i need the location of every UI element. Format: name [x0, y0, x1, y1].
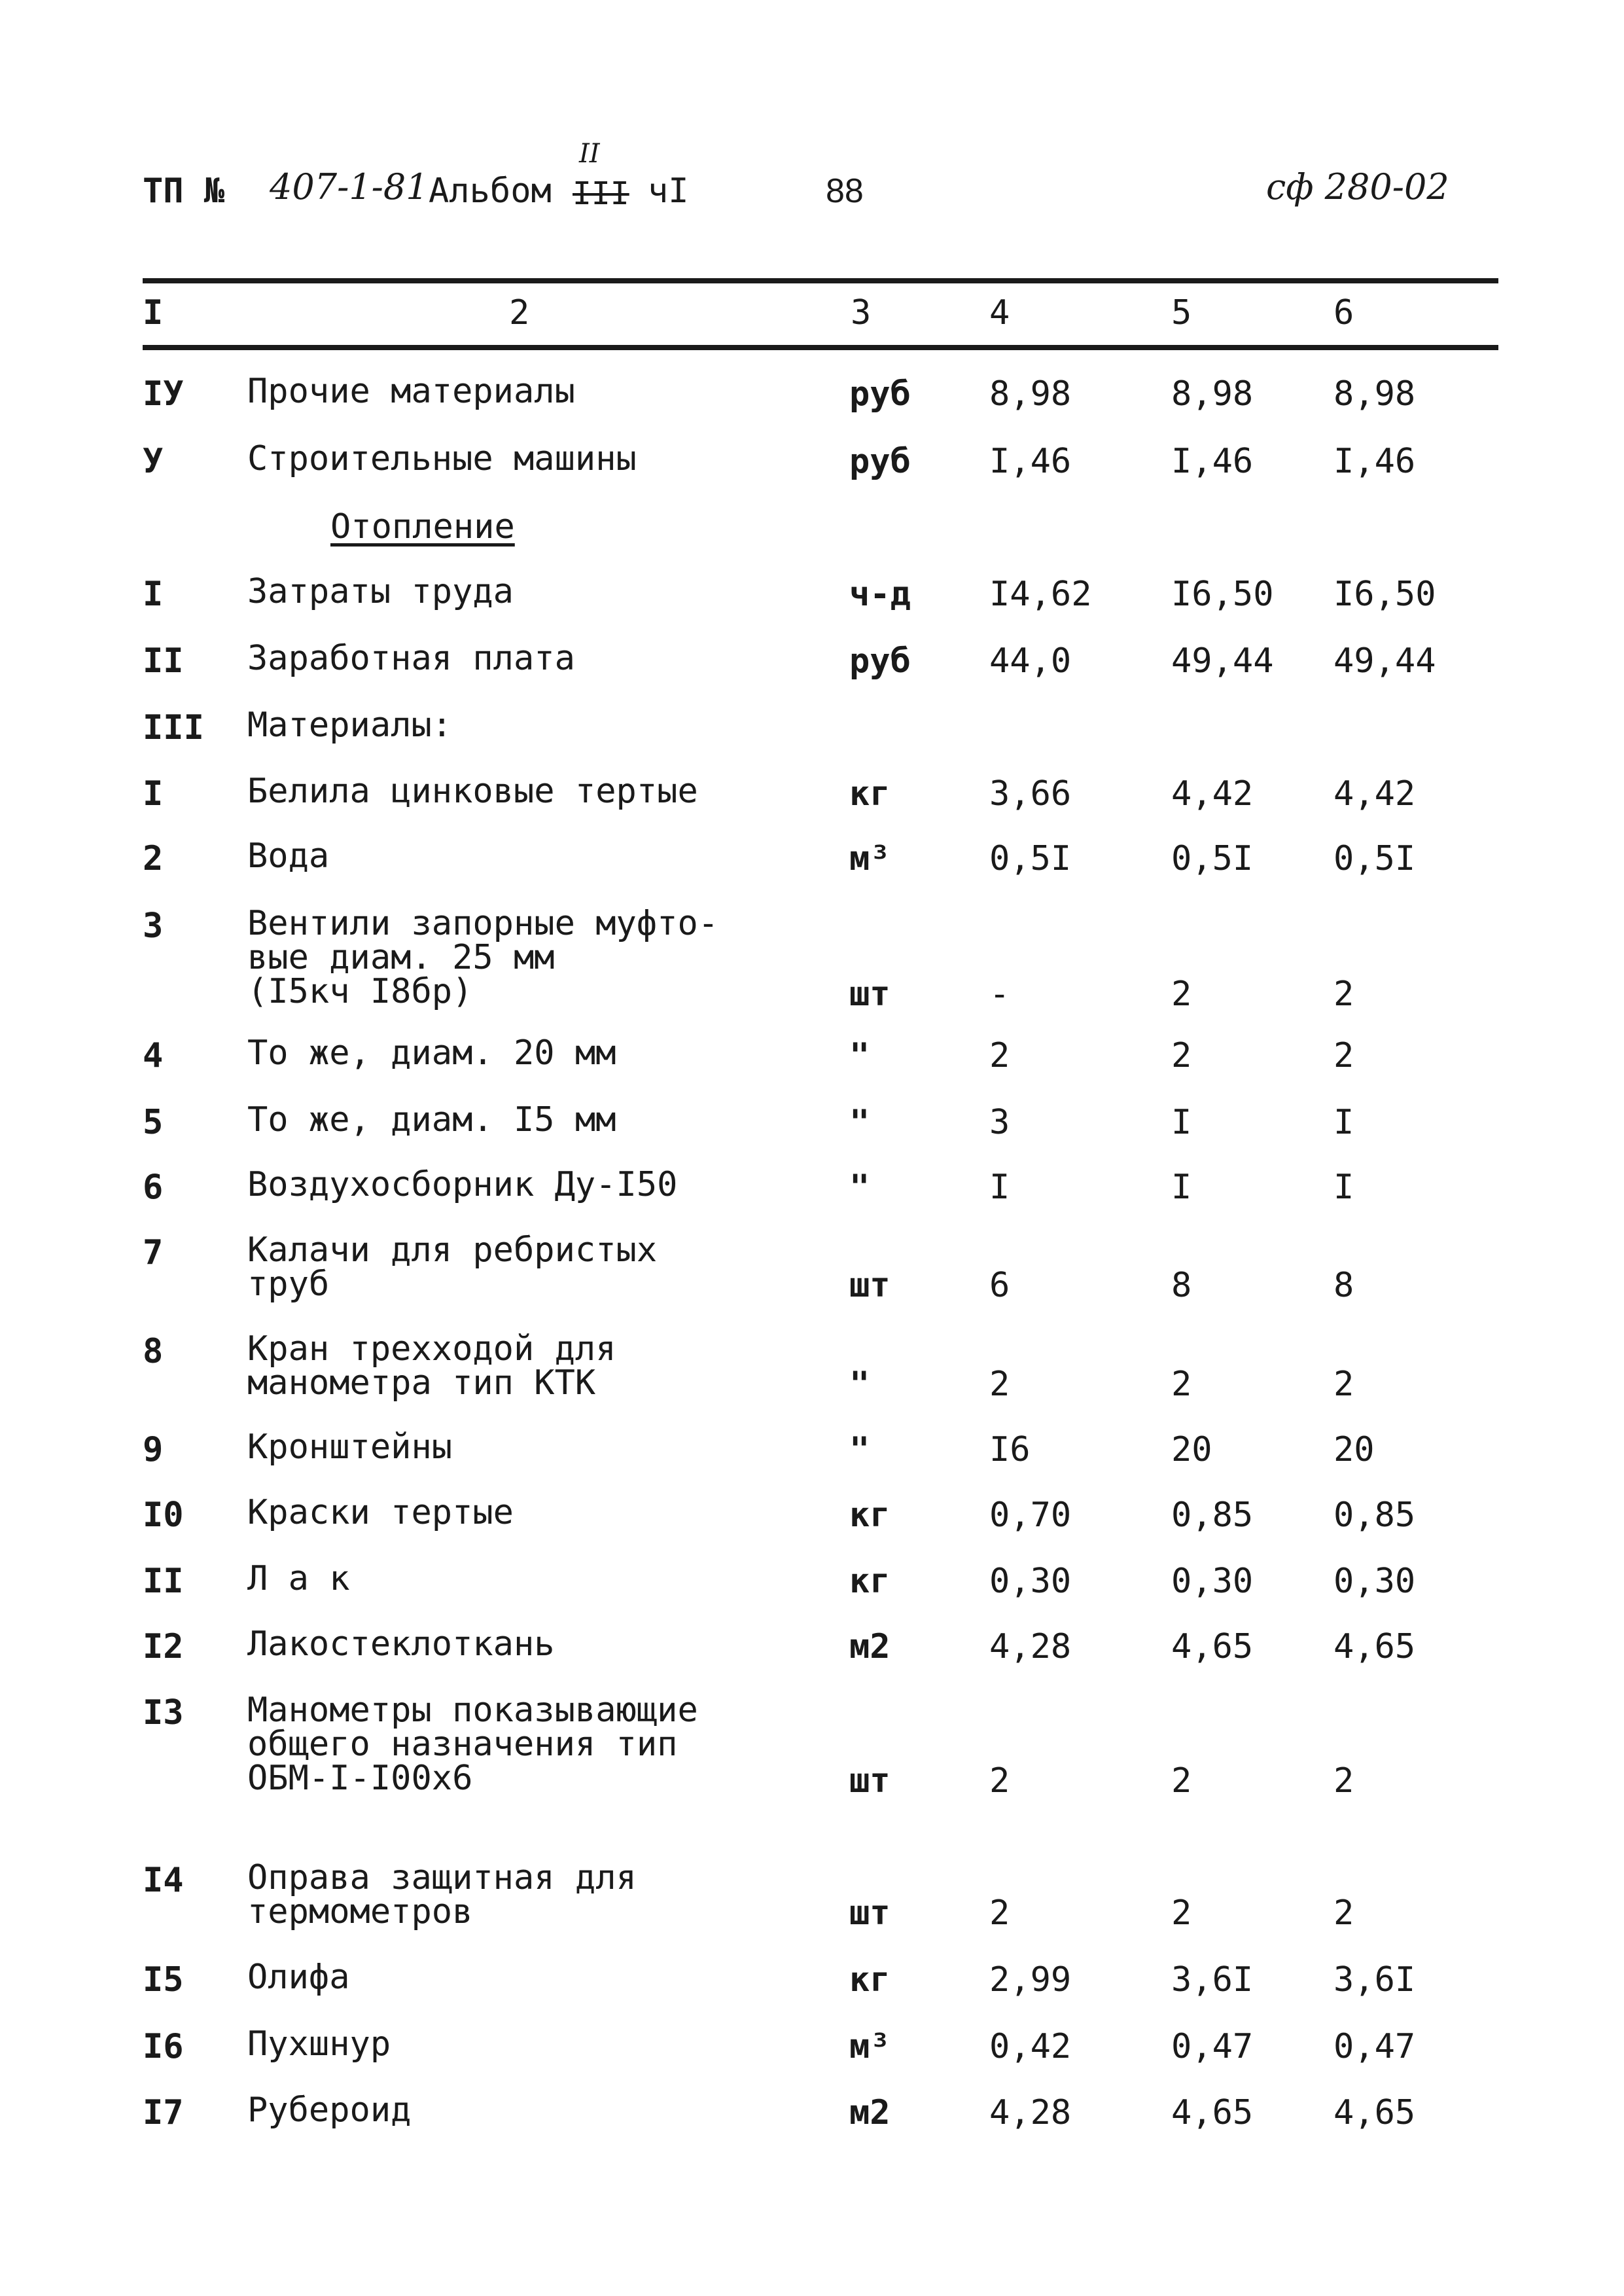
- row-value-col4: 2: [989, 1761, 1010, 1801]
- row-value-col6: 2: [1333, 1893, 1354, 1933]
- row-value-col5: 8,98: [1171, 374, 1254, 414]
- row-value-col6: 0,85: [1333, 1496, 1416, 1535]
- row-value-col6: 0,5I: [1333, 839, 1416, 878]
- column-header-6: 6: [1333, 293, 1354, 332]
- row-unit: ": [849, 1036, 870, 1075]
- row-value-col4: -: [989, 975, 1010, 1014]
- row-unit: ": [849, 1430, 870, 1469]
- row-value-col6: 3,6I: [1333, 1960, 1416, 2000]
- row-value-col6: 8: [1333, 1266, 1354, 1305]
- row-value-col5: I6,50: [1171, 575, 1274, 614]
- row-value-col4: 3: [989, 1103, 1010, 1142]
- row-value-col4: 6: [989, 1266, 1010, 1305]
- row-unit: кг: [849, 774, 891, 814]
- row-unit: руб: [849, 641, 911, 681]
- row-name: Белила цинковые тертые: [247, 772, 698, 811]
- row-number: I6: [143, 2027, 184, 2066]
- row-number: I0: [143, 1496, 184, 1535]
- row-number: I5: [143, 1960, 184, 2000]
- row-number: I: [143, 575, 164, 614]
- row-name: То же, диам. I5 мм: [247, 1100, 616, 1139]
- album-number: II: [579, 139, 600, 169]
- row-number: I2: [143, 1627, 184, 1666]
- row-value-col4: 4,28: [989, 2093, 1072, 2132]
- row-value-col4: I: [989, 1168, 1010, 1207]
- row-value-col5: 0,85: [1171, 1496, 1254, 1535]
- row-value-col6: I,46: [1333, 442, 1416, 481]
- row-number: II: [143, 1562, 184, 1601]
- row-value-col4: I4,62: [989, 575, 1092, 614]
- row-unit: шт: [849, 1266, 891, 1305]
- row-value-col6: 4,65: [1333, 2093, 1416, 2132]
- row-name: Олифа: [247, 1958, 350, 1997]
- row-name: Воздухосборник Ду-I50: [247, 1165, 678, 1204]
- column-header-3: 3: [851, 293, 872, 332]
- row-number: 7: [143, 1233, 164, 1272]
- row-value-col6: 2: [1333, 1761, 1354, 1801]
- row-value-col6: I: [1333, 1168, 1354, 1207]
- column-header-1: I: [143, 293, 164, 332]
- row-value-col6: I6,50: [1333, 575, 1436, 614]
- row-unit: ": [849, 1103, 870, 1142]
- row-unit: шт: [849, 1893, 891, 1933]
- row-unit: кг: [849, 1562, 891, 1601]
- row-value-col5: 4,65: [1171, 2093, 1254, 2132]
- project-number: 407-1-81: [270, 166, 429, 207]
- row-number: 8: [143, 1332, 164, 1371]
- row-value-col5: 2: [1171, 975, 1192, 1014]
- row-name: То же, диам. 20 мм: [247, 1033, 616, 1073]
- row-value-col6: 4,42: [1333, 774, 1416, 814]
- row-value-col5: 0,5I: [1171, 839, 1254, 878]
- row-value-col5: 3,6I: [1171, 1960, 1254, 2000]
- row-value-col5: 49,44: [1171, 641, 1274, 681]
- row-name: Лакостеклоткань: [247, 1624, 555, 1664]
- row-unit: кг: [849, 1960, 891, 2000]
- row-name: Краски тертые: [247, 1493, 514, 1532]
- row-value-col5: 0,47: [1171, 2027, 1254, 2066]
- row-unit: м2: [849, 2093, 891, 2132]
- table-top-rule: [143, 278, 1498, 283]
- row-value-col4: 2: [989, 1365, 1010, 1404]
- row-value-col6: 20: [1333, 1430, 1375, 1469]
- row-value-col6: 0,30: [1333, 1562, 1416, 1601]
- row-unit: шт: [849, 975, 891, 1014]
- row-number: 5: [143, 1103, 164, 1142]
- row-name: Заработная плата: [247, 639, 575, 678]
- row-value-col4: 8,98: [989, 374, 1072, 414]
- page-number: 88: [826, 172, 864, 210]
- row-value-col5: 2: [1171, 1365, 1192, 1404]
- row-unit: м³: [849, 2027, 891, 2066]
- column-header-5: 5: [1171, 293, 1192, 332]
- album-label: Альбом: [429, 171, 552, 211]
- album-old: III: [573, 175, 629, 212]
- row-value-col5: 8: [1171, 1266, 1192, 1305]
- row-name: Оправа защитная для термометров: [247, 1858, 637, 1931]
- row-value-col4: I,46: [989, 442, 1072, 481]
- row-value-col5: I: [1171, 1103, 1192, 1142]
- row-unit: руб: [849, 442, 911, 481]
- row-name: Кронштейны: [247, 1427, 453, 1467]
- row-value-col4: 0,42: [989, 2027, 1072, 2066]
- column-header-4: 4: [989, 293, 1010, 332]
- row-number: 2: [143, 839, 164, 878]
- row-name: Кран трехходой для манометра тип КТК: [247, 1329, 616, 1403]
- row-name: Л а к: [247, 1559, 350, 1598]
- row-value-col4: I6: [989, 1430, 1031, 1469]
- row-number: 6: [143, 1168, 164, 1207]
- row-unit: ч-д: [849, 575, 911, 614]
- row-value-col5: I,46: [1171, 442, 1254, 481]
- row-value-col4: 0,70: [989, 1496, 1072, 1535]
- row-value-col5: 20: [1171, 1430, 1212, 1469]
- row-unit: ": [849, 1365, 870, 1404]
- row-unit: кг: [849, 1496, 891, 1535]
- row-value-col5: 4,42: [1171, 774, 1254, 814]
- row-value-col4: 44,0: [989, 641, 1072, 681]
- row-name: Калачи для ребристых труб: [247, 1230, 658, 1304]
- row-value-col6: 0,47: [1333, 2027, 1416, 2066]
- row-number: IУ: [143, 374, 184, 414]
- row-value-col5: 2: [1171, 1036, 1192, 1075]
- row-unit: ": [849, 1168, 870, 1207]
- row-unit: руб: [849, 374, 911, 414]
- row-value-col4: 0,30: [989, 1562, 1072, 1601]
- row-value-col6: 4,65: [1333, 1627, 1416, 1666]
- row-name: Затраты труда: [247, 572, 514, 611]
- row-number: 3: [143, 906, 164, 946]
- part-label: чI: [648, 171, 689, 211]
- row-number: 9: [143, 1430, 164, 1469]
- sheet-code: сф 280-02: [1266, 166, 1449, 207]
- row-name: Строительные машины: [247, 439, 637, 478]
- row-value-col5: I: [1171, 1168, 1192, 1207]
- row-value-col6: 49,44: [1333, 641, 1436, 681]
- section-heading: Отопление: [330, 507, 515, 547]
- row-number: III: [143, 708, 204, 747]
- row-unit: м2: [849, 1627, 891, 1666]
- row-number: I7: [143, 2093, 184, 2132]
- row-name: Рубероид: [247, 2090, 412, 2130]
- row-unit: шт: [849, 1761, 891, 1801]
- row-value-col4: 2: [989, 1036, 1010, 1075]
- row-value-col6: 2: [1333, 1036, 1354, 1075]
- table-header-rule: [143, 345, 1498, 350]
- row-value-col4: 2: [989, 1893, 1010, 1933]
- row-number: I4: [143, 1861, 184, 1900]
- row-value-col6: I: [1333, 1103, 1354, 1142]
- row-number: II: [143, 641, 184, 681]
- row-name: Манометры показывающие общего назначения тип ОБМ-I-I00х6: [247, 1691, 698, 1798]
- row-value-col4: 2,99: [989, 1960, 1072, 2000]
- row-value-col5: 2: [1171, 1893, 1192, 1933]
- row-unit: м³: [849, 839, 891, 878]
- row-name: Прочие материалы: [247, 372, 575, 411]
- row-name: Вода: [247, 836, 330, 876]
- row-value-col5: 0,30: [1171, 1562, 1254, 1601]
- row-value-col4: 3,66: [989, 774, 1072, 814]
- row-value-col6: 8,98: [1333, 374, 1416, 414]
- row-name: Пухшнур: [247, 2024, 391, 2064]
- row-value-col6: 2: [1333, 1365, 1354, 1404]
- row-number: У: [143, 442, 164, 481]
- row-value-col4: 0,5I: [989, 839, 1072, 878]
- row-number: 4: [143, 1036, 164, 1075]
- row-number: I: [143, 774, 164, 814]
- row-value-col5: 2: [1171, 1761, 1192, 1801]
- row-value-col4: 4,28: [989, 1627, 1072, 1666]
- row-name: Материалы:: [247, 706, 453, 745]
- column-header-2: 2: [509, 293, 530, 332]
- row-value-col5: 4,65: [1171, 1627, 1254, 1666]
- row-value-col6: 2: [1333, 975, 1354, 1014]
- tp-label: ТП №: [143, 171, 225, 211]
- row-number: I3: [143, 1693, 184, 1732]
- row-name: Вентили запорные муфто- вые диам. 25 мм (I5кч I8бр): [247, 904, 719, 1011]
